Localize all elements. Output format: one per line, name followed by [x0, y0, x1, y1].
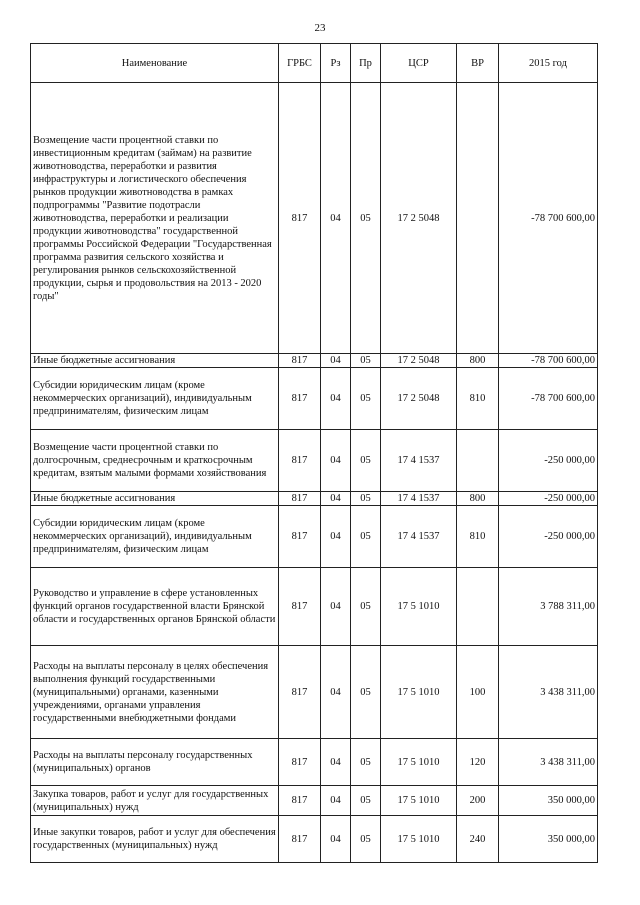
row-name: Руководство и управление в сфере установленных функций органов государственной власти Брянской области и государственных органов Брянской области — [31, 568, 279, 646]
row-name: Иные бюджетные ассигнования — [31, 354, 279, 368]
column-header-csr: ЦСР — [381, 44, 457, 83]
row-rz: 04 — [321, 354, 351, 368]
row-amount: -250 000,00 — [499, 506, 598, 568]
row-vr — [457, 568, 499, 646]
row-vr: 800 — [457, 492, 499, 506]
row-grbs: 817 — [279, 816, 321, 863]
table-row — [31, 568, 598, 646]
row-pr: 05 — [351, 506, 381, 568]
row-grbs: 817 — [279, 492, 321, 506]
row-name: Закупка товаров, работ и услуг для государственных (муниципальных) нужд — [31, 786, 279, 816]
row-vr: 100 — [457, 646, 499, 739]
row-pr: 05 — [351, 354, 381, 368]
budget-table — [30, 43, 598, 863]
row-name: Иные бюджетные ассигнования — [31, 492, 279, 506]
row-csr: 17 5 1010 — [381, 568, 457, 646]
row-grbs: 817 — [279, 506, 321, 568]
row-csr: 17 4 1537 — [381, 492, 457, 506]
table-row — [31, 816, 598, 863]
row-name: Расходы на выплаты персоналу в целях обеспечения выполнения функций государственными (муниципальными) органами, казенными учреждениями, органами управления государственными внебюджетными фондами — [31, 646, 279, 739]
row-rz: 04 — [321, 506, 351, 568]
row-rz: 04 — [321, 492, 351, 506]
row-amount: 3 438 311,00 — [499, 646, 598, 739]
row-rz: 04 — [321, 739, 351, 786]
row-grbs: 817 — [279, 354, 321, 368]
row-rz: 04 — [321, 646, 351, 739]
row-name: Субсидии юридическим лицам (кроме некоммерческих организаций), индивидуальным предпринимателям, физическим лицам — [31, 368, 279, 430]
row-rz: 04 — [321, 816, 351, 863]
row-pr: 05 — [351, 646, 381, 739]
row-pr: 05 — [351, 568, 381, 646]
row-grbs: 817 — [279, 430, 321, 492]
row-name: Возмещение части процентной ставки по долгосрочным, среднесрочным и краткосрочным кредитам, взятым малыми формами хозяйствования — [31, 430, 279, 492]
column-header-pr: Пр — [351, 44, 381, 83]
row-amount: -250 000,00 — [499, 492, 598, 506]
page-number: 23 — [314, 22, 326, 34]
row-grbs: 817 — [279, 368, 321, 430]
row-amount: 350 000,00 — [499, 786, 598, 816]
row-csr: 17 2 5048 — [381, 83, 457, 354]
table-row — [31, 492, 598, 506]
row-amount: -78 700 600,00 — [499, 354, 598, 368]
row-vr: 200 — [457, 786, 499, 816]
row-pr: 05 — [351, 492, 381, 506]
column-header-year: 2015 год — [499, 44, 598, 83]
row-pr: 05 — [351, 430, 381, 492]
row-pr: 05 — [351, 786, 381, 816]
row-rz: 04 — [321, 83, 351, 354]
table-row — [31, 739, 598, 786]
row-vr: 120 — [457, 739, 499, 786]
row-csr: 17 5 1010 — [381, 816, 457, 863]
row-grbs: 817 — [279, 646, 321, 739]
row-pr: 05 — [351, 739, 381, 786]
row-grbs: 817 — [279, 83, 321, 354]
row-csr: 17 5 1010 — [381, 646, 457, 739]
table-row — [31, 786, 598, 816]
row-rz: 04 — [321, 786, 351, 816]
table-row — [31, 506, 598, 568]
row-csr: 17 5 1010 — [381, 739, 457, 786]
row-amount: -78 700 600,00 — [499, 83, 598, 354]
column-header-grbs: ГРБС — [279, 44, 321, 83]
column-header-name: Наименование — [31, 44, 279, 83]
row-pr: 05 — [351, 83, 381, 354]
row-amount: 350 000,00 — [499, 816, 598, 863]
row-rz: 04 — [321, 368, 351, 430]
table-row — [31, 83, 598, 354]
row-grbs: 817 — [279, 739, 321, 786]
row-pr: 05 — [351, 368, 381, 430]
row-name: Расходы на выплаты персоналу государственных (муниципальных) органов — [31, 739, 279, 786]
row-vr: 810 — [457, 368, 499, 430]
row-name: Субсидии юридическим лицам (кроме некоммерческих организаций), индивидуальным предпринимателям, физическим лицам — [31, 506, 279, 568]
row-csr: 17 4 1537 — [381, 430, 457, 492]
column-header-rz: Рз — [321, 44, 351, 83]
row-rz: 04 — [321, 430, 351, 492]
row-csr: 17 4 1537 — [381, 506, 457, 568]
table-row — [31, 430, 598, 492]
row-amount: 3 788 311,00 — [499, 568, 598, 646]
row-pr: 05 — [351, 816, 381, 863]
row-vr: 240 — [457, 816, 499, 863]
row-name: Иные закупки товаров, работ и услуг для обеспечения государственных (муниципальных) нужд — [31, 816, 279, 863]
row-amount: -250 000,00 — [499, 430, 598, 492]
row-vr: 800 — [457, 354, 499, 368]
row-vr: 810 — [457, 506, 499, 568]
row-grbs: 817 — [279, 568, 321, 646]
table-row — [31, 368, 598, 430]
row-csr: 17 2 5048 — [381, 368, 457, 430]
table-row — [31, 646, 598, 739]
row-rz: 04 — [321, 568, 351, 646]
row-grbs: 817 — [279, 786, 321, 816]
row-csr: 17 2 5048 — [381, 354, 457, 368]
column-header-vr: ВР — [457, 44, 499, 83]
row-vr — [457, 83, 499, 354]
row-csr: 17 5 1010 — [381, 786, 457, 816]
row-name: Возмещение части процентной ставки по инвестиционным кредитам (займам) на развитие животноводства, переработки и развития инфраструктуры и логистического обеспечения рынков продукции животноводства в рамках подпрограммы "Развитие подотрасли животноводства, переработки и реализации продукции животноводства" государственной программы Российской Федерации "Государственная программа развития сельского хозяйства и регулирования рынков сельскохозяйственной продукции, сырья и продовольствия на 2013 - 2020 годы" — [31, 83, 279, 354]
header-row — [31, 44, 598, 83]
table-row — [31, 354, 598, 368]
row-amount: 3 438 311,00 — [499, 739, 598, 786]
row-vr — [457, 430, 499, 492]
row-amount: -78 700 600,00 — [499, 368, 598, 430]
